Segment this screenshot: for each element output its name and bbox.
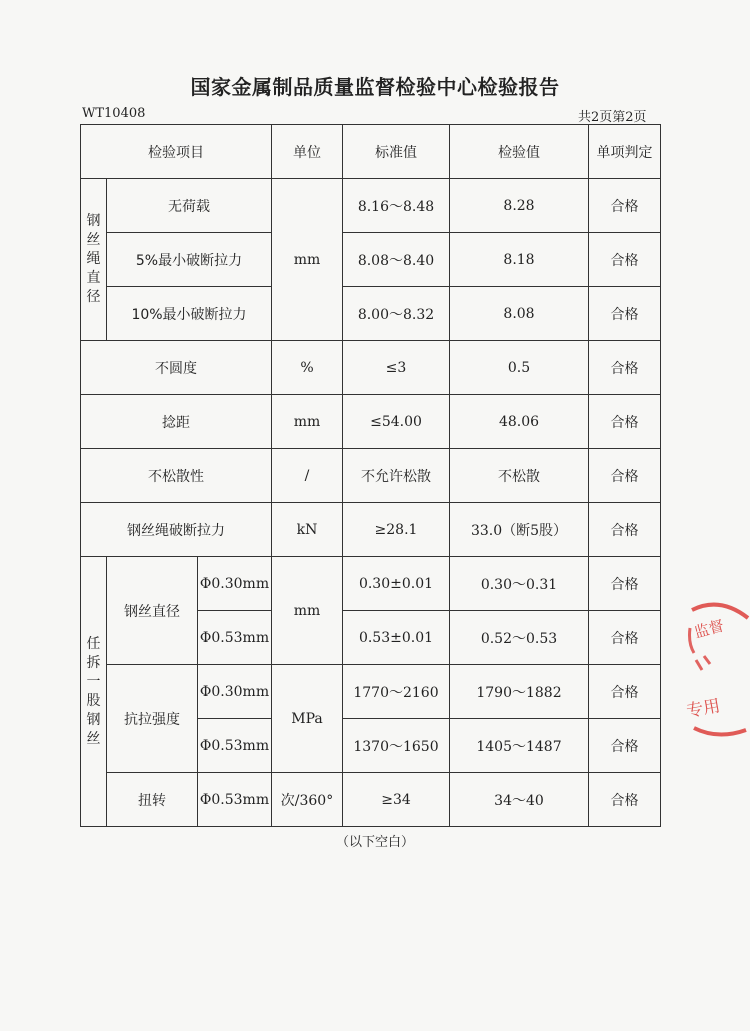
document-number: WT10408 bbox=[82, 106, 146, 121]
header-unit: 单位 bbox=[272, 125, 343, 179]
seal-text-bottom: 专用 bbox=[684, 696, 722, 722]
row-unit: % bbox=[272, 341, 343, 395]
subgroup-torsion: 扭转 bbox=[107, 773, 198, 827]
header-item: 检验项目 bbox=[81, 125, 272, 179]
row-measured: 0.52～0.53 bbox=[450, 611, 589, 665]
row-judgment: 合格 bbox=[589, 665, 661, 719]
row-spec: Φ0.53mm bbox=[198, 719, 272, 773]
row-measured: 33.0（断5股） bbox=[450, 503, 589, 557]
row-measured: 8.08 bbox=[450, 287, 589, 341]
group-label-single-wire: 任 拆 一 股 钢 丝 bbox=[81, 557, 107, 827]
row-judgment: 合格 bbox=[589, 233, 661, 287]
subgroup-tensile-strength: 抗拉强度 bbox=[107, 665, 198, 773]
row-spec: Φ0.53mm bbox=[198, 773, 272, 827]
subgroup-wire-diameter: 钢丝直径 bbox=[107, 557, 198, 665]
row-item: 10%最小破断拉力 bbox=[107, 287, 272, 341]
row-unit: mm bbox=[272, 557, 343, 665]
header-standard: 标准值 bbox=[343, 125, 450, 179]
group-label-rope-diameter: 钢 丝 绳 直 径 bbox=[81, 179, 107, 341]
row-judgment: 合格 bbox=[589, 611, 661, 665]
row-spec: Φ0.30mm bbox=[198, 665, 272, 719]
row-standard: 不允许松散 bbox=[343, 449, 450, 503]
row-judgment: 合格 bbox=[589, 557, 661, 611]
row-item: 不松散性 bbox=[81, 449, 272, 503]
row-unit: mm bbox=[272, 395, 343, 449]
row-standard: 0.53±0.01 bbox=[343, 611, 450, 665]
table-row bbox=[81, 449, 661, 503]
page-info: 共2页第2页 bbox=[578, 110, 647, 125]
row-measured: 1405～1487 bbox=[450, 719, 589, 773]
row-unit: MPa bbox=[272, 665, 343, 773]
row-measured: 34～40 bbox=[450, 773, 589, 827]
row-judgment: 合格 bbox=[589, 719, 661, 773]
row-judgment: 合格 bbox=[589, 449, 661, 503]
row-standard: 8.00～8.32 bbox=[343, 287, 450, 341]
row-standard: 8.08～8.40 bbox=[343, 233, 450, 287]
row-measured: 0.30～0.31 bbox=[450, 557, 589, 611]
row-standard: 1770～2160 bbox=[343, 665, 450, 719]
row-unit: kN bbox=[272, 503, 343, 557]
table-row bbox=[81, 773, 661, 827]
row-unit: 次/360° bbox=[272, 773, 343, 827]
table-row bbox=[81, 341, 661, 395]
table-row bbox=[81, 179, 661, 233]
row-spec: Φ0.30mm bbox=[198, 557, 272, 611]
row-measured: 8.18 bbox=[450, 233, 589, 287]
row-standard: 0.30±0.01 bbox=[343, 557, 450, 611]
table-row bbox=[81, 665, 661, 719]
row-judgment: 合格 bbox=[589, 179, 661, 233]
row-measured: 1790～1882 bbox=[450, 665, 589, 719]
blank-below-note: （以下空白） bbox=[335, 835, 414, 850]
row-standard: ≤54.00 bbox=[343, 395, 450, 449]
report-title: 国家金属制品质量监督检验中心检验报告 bbox=[190, 75, 560, 99]
table-row bbox=[81, 503, 661, 557]
row-item: 不圆度 bbox=[81, 341, 272, 395]
row-item: 钢丝绳破断拉力 bbox=[81, 503, 272, 557]
row-judgment: 合格 bbox=[589, 287, 661, 341]
row-judgment: 合格 bbox=[589, 341, 661, 395]
row-item: 无荷载 bbox=[107, 179, 272, 233]
row-standard: ≥28.1 bbox=[343, 503, 450, 557]
row-judgment: 合格 bbox=[589, 503, 661, 557]
row-item: 5%最小破断拉力 bbox=[107, 233, 272, 287]
row-measured: 8.28 bbox=[450, 179, 589, 233]
row-judgment: 合格 bbox=[589, 395, 661, 449]
seal-text-top: 监督 bbox=[692, 616, 726, 642]
inspection-table bbox=[80, 124, 661, 827]
row-measured: 48.06 bbox=[450, 395, 589, 449]
table-row bbox=[81, 395, 661, 449]
table-row bbox=[81, 287, 661, 341]
row-standard: ≥34 bbox=[343, 773, 450, 827]
row-judgment: 合格 bbox=[589, 773, 661, 827]
row-unit: / bbox=[272, 449, 343, 503]
row-measured: 0.5 bbox=[450, 341, 589, 395]
row-standard: 1370～1650 bbox=[343, 719, 450, 773]
row-unit: mm bbox=[272, 179, 343, 341]
row-measured: 不松散 bbox=[450, 449, 589, 503]
header-measured: 检验值 bbox=[450, 125, 589, 179]
table-header-row bbox=[81, 125, 661, 179]
row-item: 捻距 bbox=[81, 395, 272, 449]
header-judgment: 单项判定 bbox=[589, 125, 661, 179]
row-spec: Φ0.53mm bbox=[198, 611, 272, 665]
table-row bbox=[81, 557, 661, 611]
table-row bbox=[81, 233, 661, 287]
row-standard: ≤3 bbox=[343, 341, 450, 395]
red-seal-stamp bbox=[680, 598, 750, 748]
row-standard: 8.16～8.48 bbox=[343, 179, 450, 233]
